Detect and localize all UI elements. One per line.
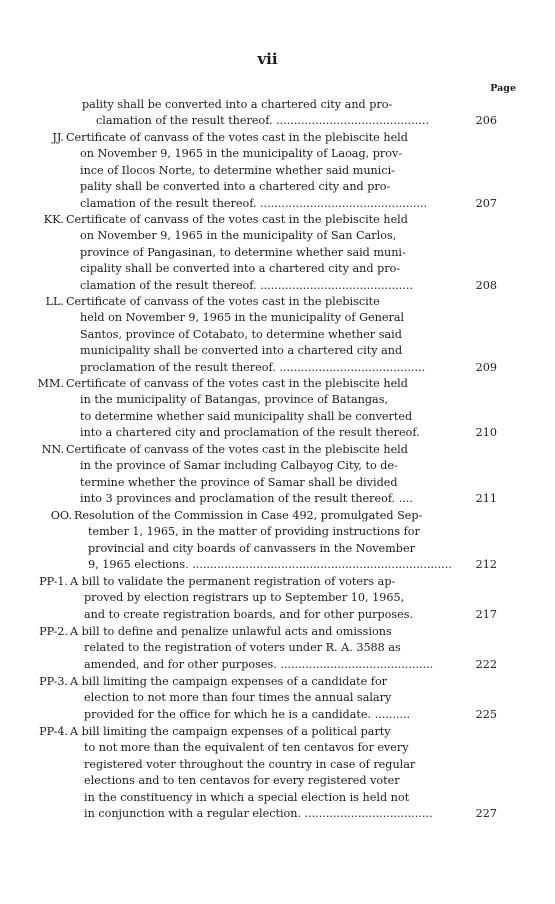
toc-entry-line: clamation of the result thereof. ........................................... [96,114,430,128]
toc-entry-label: PP-3. [39,675,68,688]
toc-entry [0,130,555,212]
toc-entry-line: in conjunction with a regular election. .................................... [84,806,433,820]
toc-entry-row [0,508,555,524]
toc-entry-line: Certificate of canvass of the votes cast in the plebiscite held [66,131,408,144]
toc-entry-row [0,524,555,540]
toc-entry-row [0,590,555,606]
toc-entry-line: related to the registration of voters under R. A. 3588 as [84,641,401,655]
toc-entry-row [0,690,555,706]
toc-entry-label: PP-1. [39,575,68,588]
toc-entry-row [0,409,555,425]
toc-entry-row [0,212,555,228]
toc-entry-row [0,261,555,277]
toc-entry-row [0,442,555,458]
toc-entry-row [0,557,555,573]
toc-entry-row [0,657,555,673]
toc-entry-row [0,294,555,310]
toc-entry-line: Santos, province of Cotabato, to determine whether said [80,327,402,341]
toc-entry-label: OO. [50,509,72,522]
page-number: vii [257,50,278,68]
toc-entry-row [0,425,555,441]
toc-entry-row [0,541,555,557]
toc-entry-page: 217 [475,607,497,621]
toc-entry-line: to not more than the equivalent of ten centavos for every [84,741,409,755]
toc-entry-line: proclamation of the result thereof. ......................................... [80,360,426,374]
toc-entry-page: 208 [475,278,497,292]
toc-entry-line: into a chartered city and proclamation of the result thereof. [80,426,420,440]
toc-entry-line: clamation of the result thereof. ........................................... [80,278,414,292]
toc-entry-line: to determine whether said municipality shall be converted [80,409,413,423]
toc-entry-row [0,179,555,195]
toc-entry-row [0,624,555,640]
toc-entry-row [0,491,555,507]
toc-entry-row [0,707,555,723]
toc-entry-line: tember 1, 1965, in the matter of providing instructions for [88,525,420,539]
toc-entry-line: A bill to validate the permanent registration of voters ap- [70,575,396,588]
toc-entry-page: 212 [475,558,497,572]
toc-entry-line: amended, and for other purposes. ........................................... [84,657,434,671]
toc-entry-label: NN. [41,443,64,456]
toc-entry-page: 225 [475,707,497,721]
toc-entry-line: ince of Ilocos Norte, to determine whether said munici- [80,163,395,177]
toc-entry-row [0,574,555,590]
toc-entry-line: pality shall be converted into a chartered city and pro- [80,180,391,194]
toc-entry-page: 209 [475,360,497,374]
toc-entry-line: Certificate of canvass of the votes cast in the plebiscite held [66,443,408,456]
toc-entry [0,624,555,673]
toc-entry-line: elections and to ten centavos for every registered voter [84,774,400,788]
toc-entry-row [0,360,555,376]
toc-entry-row [0,130,555,146]
toc-entry [0,294,555,376]
toc-entry-row [0,475,555,491]
toc-entry-line: cipality shall be converted into a chartered city and pro- [80,262,401,276]
toc-entry-line: Certificate of canvass of the votes cast in the plebiscite held [66,213,408,226]
toc-entry-row [0,773,555,789]
toc-entry [0,674,555,723]
toc-entry-row [0,458,555,474]
toc-entry-row [0,806,555,822]
toc-entry-row [0,310,555,326]
toc-entry-page: 206 [475,114,497,128]
toc-entry-row [0,278,555,294]
toc-entry-row [0,196,555,212]
toc-entry [0,574,555,623]
toc-entry-row [0,327,555,343]
toc-entry-line: provided for the office for which he is a candidate. .......... [84,707,411,721]
toc-entry-line: A bill to define and penalize unlawful acts and omissions [70,625,392,638]
toc-entry-row [0,343,555,359]
toc-entry-page: 222 [475,657,497,671]
toc-entry-page: 211 [475,492,497,506]
toc-entry-row [0,392,555,408]
toc-entry-line: held on November 9, 1965 in the municipality of General [80,311,405,325]
toc-entry-row [0,674,555,690]
toc-entry-row [0,790,555,806]
toc-entry-label: LL. [45,295,64,308]
toc-entry-row [0,640,555,656]
toc-entry-line: termine whether the province of Samar shall be divided [80,475,398,489]
toc-entry-row [0,146,555,162]
toc-entry-line: 9, 1965 elections. ......................................................................... [88,558,452,572]
toc-entry-line: Resolution of the Commission in Case 492, promulgated Sep- [74,509,423,522]
toc-entry [0,97,555,130]
toc-entry-line: proved by election registrars up to September 10, 1965, [84,591,405,605]
toc-entry-row [0,97,555,113]
toc-entry-page: 227 [475,806,497,820]
toc-entry-line: municipality shall be converted into a chartered city and [80,344,403,358]
toc-entry-line: Certificate of canvass of the votes cast in the plebiscite [66,295,380,308]
toc-entry-row [0,245,555,261]
toc-entry [0,724,555,822]
toc-entry-line: in the municipality of Batangas, province of Batangas, [80,393,389,407]
toc-entry-line: A bill limiting the campaign expenses of a political party [70,725,391,738]
toc-entry [0,376,555,442]
toc-entry-page: 207 [475,196,497,210]
toc-entry-row [0,757,555,773]
toc-entry-line: into 3 provinces and proclamation of the result thereof. .... [80,492,413,506]
toc-entry-row [0,228,555,244]
toc-entry [0,212,555,294]
toc-entry-row [0,607,555,623]
toc-entry-line: in the province of Samar including Calbayog City, to de- [80,459,398,473]
toc-entry-label: PP-2. [39,625,68,638]
toc-entry-line: pality shall be converted into a chartered city and pro- [82,98,393,111]
toc-entry-label: PP-4. [39,725,68,738]
toc-entry-line: Certificate of canvass of the votes cast in the plebiscite held [66,377,408,390]
toc-entry-label: KK. [43,213,64,226]
toc-entry-label: MM. [37,377,64,390]
toc-entry-row [0,163,555,179]
toc-entry-line: registered voter throughout the country in case of regular [84,757,416,771]
toc-entry-page: 210 [475,426,497,440]
toc-entry-line: on November 9, 1965 in the municipality of Laoag, prov- [80,147,403,161]
toc-entry-label: JJ. [52,131,64,144]
toc-entry-line: A bill limiting the campaign expenses of a candidate for [70,675,388,688]
toc-entry-row [0,724,555,740]
toc-entry [0,508,555,574]
toc-entry-line: on November 9, 1965 in the municipality of San Carlos, [80,229,397,243]
toc-entry-row [0,376,555,392]
toc-entry-row [0,113,555,129]
toc-entry-line: clamation of the result thereof. ............................................... [80,196,428,210]
toc-entry-line: provincial and city boards of canvassers in the November [88,541,415,555]
toc-entry-line: and to create registration boards, and for other purposes. [84,607,414,621]
toc-entry-line: election to not more than four times the annual salary [84,691,392,705]
toc-entry-line: in the constituency in which a special election is held not [84,790,410,804]
toc-entry-line: province of Pangasinan, to determine whether said muni- [80,245,406,259]
page-column-label: Page [490,83,516,94]
toc-entry-row [0,740,555,756]
toc-entry [0,442,555,508]
